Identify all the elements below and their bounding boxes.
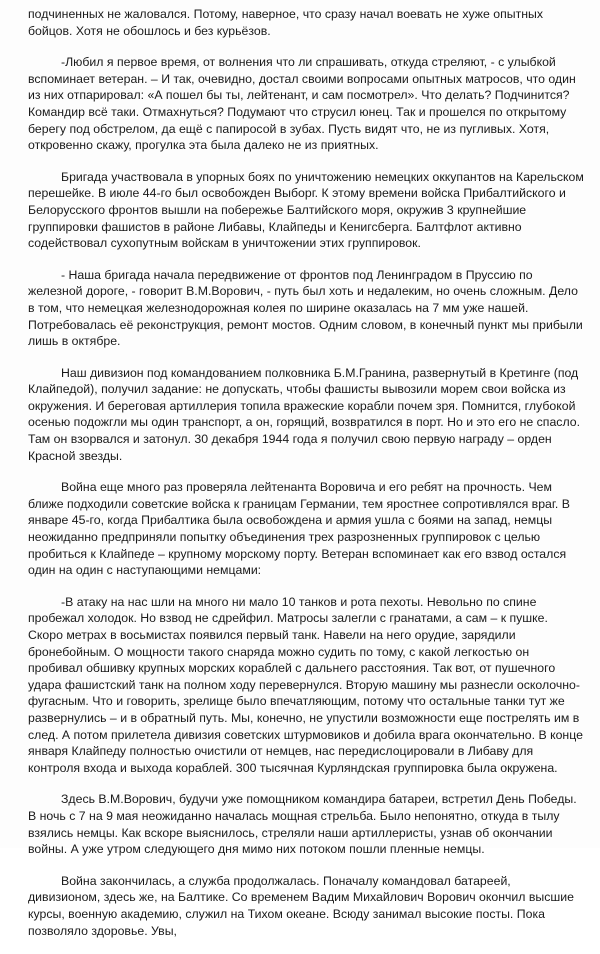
paragraph-8: Здесь В.М.Ворович, будучи уже помощником командира батареи, встретил День Победы. В ночь с 7 на 9 мая неожиданно началась мощная стрельба. Было непонятно, откуда в тылу взялись немцы. Как вскоре выяснилось, стреляли наши артиллеристы, узнав об окончании войны. А уже утром следующего дня мимо них потоком пошли пленные немцы.: [28, 792, 577, 857]
paragraph-4: - Наша бригада начала передвижение от фронтов под Ленинградом в Пруссию по железной дороге, - говорит В.М.Ворович, - путь был хоть и недалеким, но очень сложным. Дело в том, что немецкая железнодорожная колея по ширине оказалась на 7 мм уже нашей. Потребовалась её реконструкция, ремонт мостов. Одним словом, в конечный пункт мы прибыли лишь в октябре.: [28, 267, 583, 349]
paragraph-5: Наш дивизион под командованием полковника Б.М.Гранина, развернутый в Кретинге (под Клайпедой), получил задание: не допускать, чтобы фашисты вывозили морем свои войска из окружения. И береговая артиллерия топила вражеские корабли почем зря. Помнится, глубокой осенью подожгли мы один транспорт, а он, горящий, возвратился в порт. Но и это его не спасло. Там он взорвался и затонул. 30 декабря 1944 года я получил свою первую награду – орден Красной звезды.: [28, 365, 581, 463]
paragraph-3: Бригада участвовала в упорных боях по уничтожению немецких оккупантов на Карельском перешейке. В июле 44-го был освобожден Выборг. К этому времени войска Прибалтийского и Белорусского фронтов вышли на побережье Балтийского моря, окружив 3 крупнейшие группировки фашистов в районе Либавы, Клайпеды и Кенигсберга. Балтфлот активно содействовал сухопутным войскам в уничтожении этих группировок.: [28, 169, 584, 251]
paragraph-2: -Любил я первое время, от волнения что ли спрашивать, откуда стреляют, - с улыбкой вспоминает ветеран. – И так, очевидно, достал своими вопросами опытных матросов, что один из них отпарировал: «А пошел бы ты, лейтенант, и сам посмотрел». Что делать? Подчинится? Командир всё таки. Отмахнуться? Подумают что струсил юнец. Так и прошелся по открытому берегу под обстрелом, да ещё с папиросой в зубах. Пусть видят что, не из пугливых. Хотя, откровенно скажу, прогулка эта была далеко не из приятных.: [28, 55, 576, 153]
document-body: [28, 6, 584, 954]
paragraph-9: Война закончилась, а служба продолжалась. Поначалу командовал батареей, дивизионом, здесь же, на Балтике. Со временем Вадим Михайлович Ворович окончил высшие курсы, военную академию, служил на Тихом океане. Всюду занимал высокие посты. Пока позволяло здоровье. Увы,: [28, 873, 574, 938]
paragraph-1: подчиненных не жаловался. Потому, наверное, что сразу начал воевать не хуже опытных бойцов. Хотя не обошлось и без курьёзов.: [28, 7, 543, 38]
paragraph-6: Война еще много раз проверяла лейтенанта Воровича и его ребят на прочность. Чем ближе подходили советские войска к границам Германии, тем яростнее сопротивлялся враг. В январе 45-го, когда Прибалтика была освобождена и армия ушла с боями на запад, немцы неожиданно предприняли попытку объединения трех разрозненных группировок с целью пробиться к Клайпеде – крупному морскому порту. Ветеран вспоминает как его взвод остался один на один с наступающими немцами:: [28, 480, 570, 578]
paragraph-7: -В атаку на нас шли на много ни мало 10 танков и рота пехоты. Невольно по спине пробежал холодок. Но взвод не сдрейфил. Матросы залегли с гранатами, а сам – к пушке. Скоро метрах в восьмистах появился первый танк. Навели на него орудие, зарядили бронебойным. О мощности такого снаряда можно судить по тому, с какой легкостью он пробивал обшивку крупных морских кораблей с дальнего расстояния. Так вот, от пушечного удара фашистский танк на полном ходу перевернулся. Вторую машину мы разнесли осколочно-фугасным. Что и говорить, зрелище было впечатляющим, потому что остальные танки тут же развернулись – и в обратный путь. Мы, конечно, не упустили возможности еще пострелять им в след. А потом прилетела дивизия советских штурмовиков и добила врага окончательно. В конце января Клайпеду полностью очистили от немцев, нас передислоцировали в Либаву для контроля входа и выхода кораблей. 300 тысячная Курляндская группировка была окружена.: [28, 594, 583, 775]
